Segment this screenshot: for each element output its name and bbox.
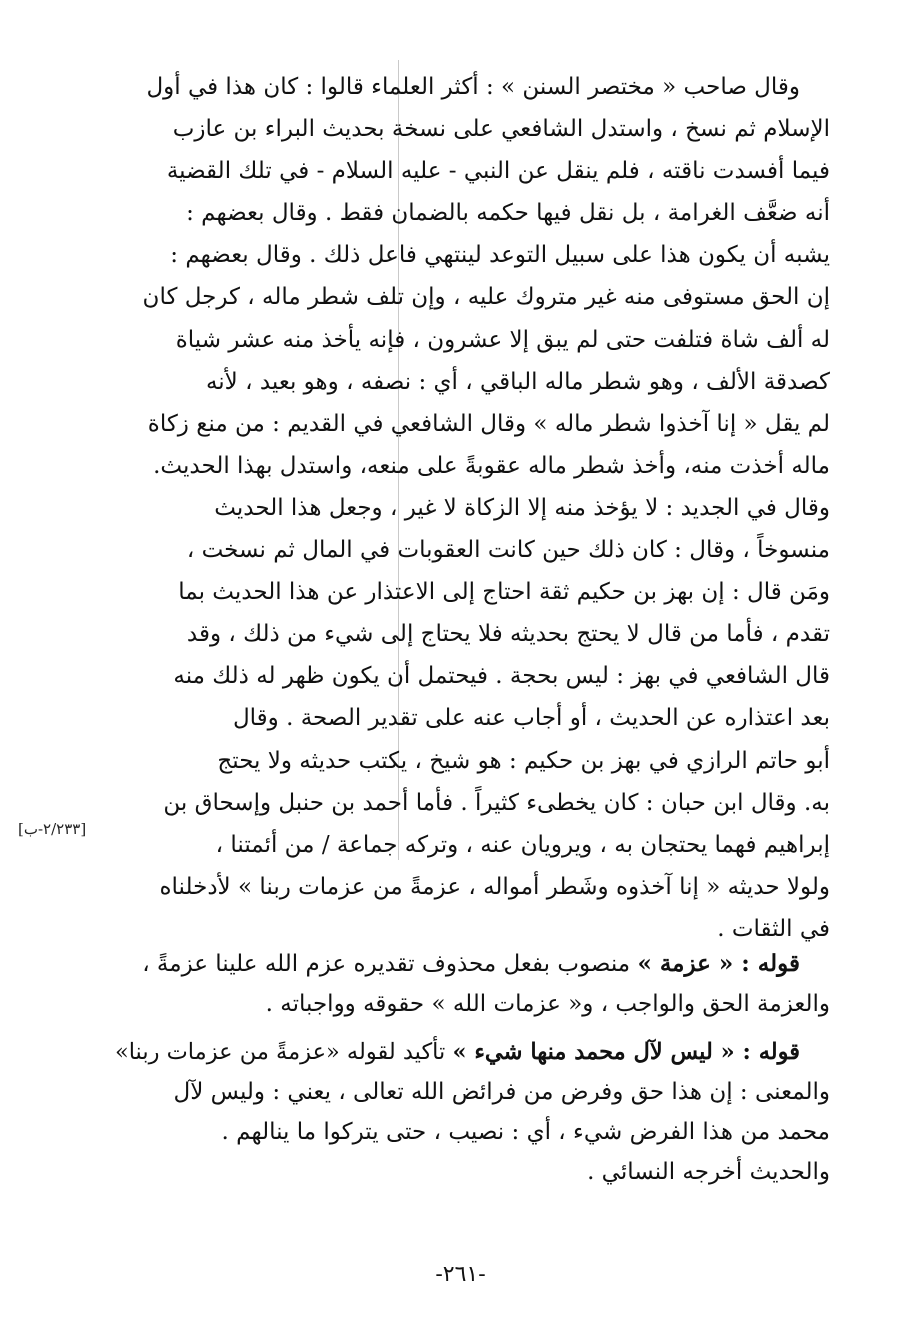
text-line: أنه ضعَّف الغرامة ، بل نقل فيها حكمه بالضمان فقط . وقال بعضهم : xyxy=(186,200,830,227)
text-line: فيما أفسدت ناقته ، فلم ينقل عن النبي - عليه السلام - في تلك القضية xyxy=(166,158,830,185)
commentary-section xyxy=(108,944,830,1200)
text-line: به. وقال ابن حبان : كان يخطىء كثيراً . فأما أحمد بن حنبل وإسحاق بن xyxy=(163,789,830,816)
text-line: بعد اعتذاره عن الحديث ، أو أجاب عنه على تقدير الصحة . وقال xyxy=(232,705,830,732)
text-line: له ألف شاة فتلفت حتى لم يبق إلا عشرون ، فإنه يأخذ منه عشر شياة xyxy=(175,326,830,353)
text-line: في الثقات . xyxy=(717,915,830,942)
note-lead-phrase: قوله : « عزمة » xyxy=(637,950,800,977)
text-line: الإسلام ثم نسخ ، واستدل الشافعي على نسخة بحديث البراء بن عازب xyxy=(172,116,830,143)
text-line: ولولا حديثه « إنا آخذوه وشَطر أمواله ، عزمةً من عزمات ربنا » لأدخلناه xyxy=(159,873,830,900)
commentary-note-laysa xyxy=(108,1032,830,1192)
commentary-note-azma xyxy=(108,944,830,1024)
text-line: منسوخاً ، وقال : كان ذلك حين كانت العقوبات في المال ثم نسخت ، xyxy=(186,537,830,564)
note-first-line xyxy=(108,944,830,984)
page-number: -٢٦١- xyxy=(435,1262,486,1287)
note-lead-phrase: قوله : « ليس لآل محمد منها شيء » xyxy=(452,1039,800,1065)
text-line: إبراهيم فهما يحتجان به ، ويرويان عنه ، وتركه جماعة / من أئمتنا ، xyxy=(215,831,830,858)
text-line: ومَن قال : إن بهز بن حكيم ثقة احتاج إلى الاعتذار عن هذا الحديث بما xyxy=(178,579,830,606)
text-line: وقال في الجديد : لا يؤخذ منه إلا الزكاة لا غير ، وجعل هذا الحديث xyxy=(214,494,830,521)
text-line: لم يقل « إنا آخذوا شطر ماله » وقال الشافعي في القديم : من منع زكاة xyxy=(147,410,830,437)
note-line: والمعنى : إن هذا حق وفرض من فرائض الله تعالى ، يعني : وليس لآل xyxy=(173,1079,830,1105)
text-line: إن الحق مستوفى منه غير متروك عليه ، وإن تلف شطر ماله ، كرجل كان xyxy=(142,284,830,311)
note-first-line-rest: منصوب بفعل محذوف تقديره عزم الله علينا عزمةً ، xyxy=(142,951,638,977)
text-line: قال الشافعي في بهز : ليس بحجة . فيحتمل أن يكون ظهر له ذلك منه xyxy=(173,663,830,690)
main-text-body xyxy=(108,66,830,950)
margin-manuscript-reference: [٢/٢٣٣-ب] xyxy=(18,820,87,838)
note-line: والحديث أخرجه النسائي . xyxy=(587,1159,830,1185)
text-line: تقدم ، فأما من قال لا يحتج بحديثه فلا يحتاج إلى شيء من ذلك ، وقد xyxy=(186,621,830,648)
note-first-line xyxy=(108,1032,830,1072)
text-line: ماله أخذت منه، وأخذ شطر ماله عقوبةً على منعه، واستدل بهذا الحديث. xyxy=(153,452,830,479)
note-line: محمد من هذا الفرض شيء ، أي : نصيب ، حتى يتركوا ما ينالهم . xyxy=(221,1119,830,1145)
text-line: وقال صاحب « مختصر السنن » : أكثر العلماء قالوا : كان هذا في أول xyxy=(146,74,800,100)
text-line: كصدقة الألف ، وهو شطر ماله الباقي ، أي : نصفه ، وهو بعيد ، لأنه xyxy=(205,368,830,395)
text-line: يشبه أن يكون هذا على سبيل التوعد لينتهي فاعل ذلك . وقال بعضهم : xyxy=(170,242,830,269)
text-line: أبو حاتم الرازي في بهز بن حكيم : هو شيخ ، يكتب حديثه ولا يحتج xyxy=(217,747,830,774)
note-first-line-rest: تأكيد لقوله «عزمةً من عزمات ربنا» xyxy=(114,1039,453,1065)
note-line: والعزمة الحق والواجب ، و« عزمات الله » حقوقه وواجباته . xyxy=(265,991,830,1017)
